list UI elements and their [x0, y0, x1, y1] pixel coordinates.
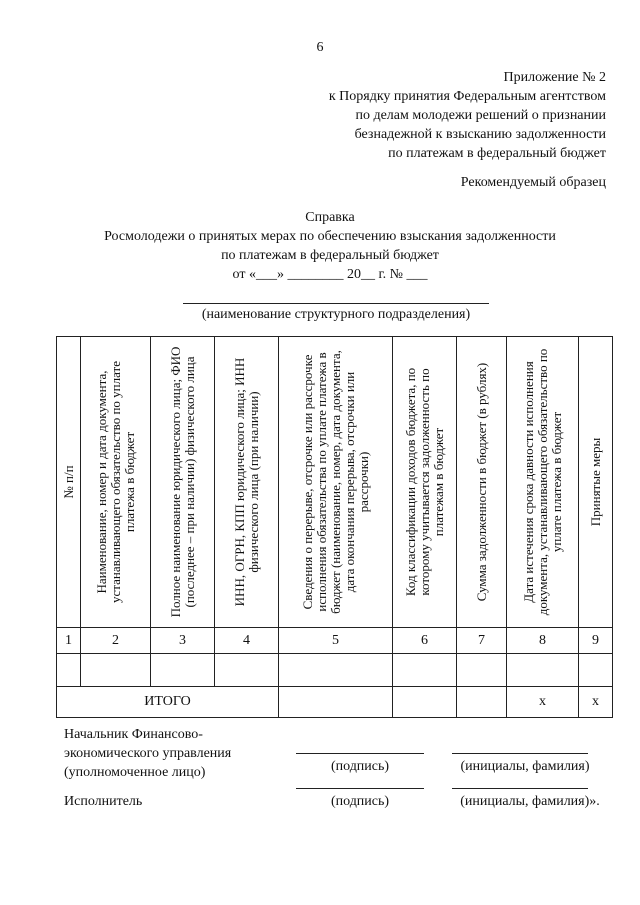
appendix-block — [306, 68, 606, 163]
column-number: 8 — [507, 628, 579, 654]
executor-signature-caption: (подпись) — [330, 794, 390, 809]
header-text: Код классификации доходов бюджета, по которому учитывается задолженность по платежам в бюджет — [402, 367, 446, 597]
report-title: Справка — [305, 210, 355, 225]
column-number: 7 — [457, 628, 507, 654]
header-cell — [393, 337, 457, 628]
table-empty-row — [57, 654, 613, 687]
table-cell — [457, 687, 507, 718]
report-subtitle: по платежам в федеральный бюджет — [221, 248, 439, 263]
header-cell — [151, 337, 215, 628]
total-col8: х — [507, 687, 579, 718]
executor-signature-line — [296, 788, 424, 789]
appendix-title: Приложение № 2 — [503, 70, 606, 85]
table-cell — [279, 687, 393, 718]
header-cell — [81, 337, 151, 628]
column-number: 4 — [215, 628, 279, 654]
table-cell — [457, 654, 507, 687]
table-cell — [81, 654, 151, 687]
initials-caption: (инициалы, фамилия) — [460, 759, 590, 774]
appendix-line: к Порядку принятия Федеральным агентством — [328, 89, 606, 104]
header-cell — [457, 337, 507, 628]
appendix-line: безнадежной к взысканию задолженности — [354, 127, 606, 142]
chief-line: (уполномоченное лицо) — [64, 765, 206, 780]
header-text: Сумма задолженности в бюджет (в рублях) — [473, 362, 489, 602]
table-cell — [579, 654, 613, 687]
table-cell — [507, 654, 579, 687]
report-subtitle: Росмолодежи о принятых мерах по обеспечению взыскания задолженности — [104, 229, 556, 244]
header-text: Сведения о перерыве, отсрочке или рассрочке исполнения обязательства по уплате платежа в бюджет (наименование, номер, дата документа, дата окончания перерыва, отсрочки или рассрочки) — [299, 350, 371, 614]
column-number: 1 — [57, 628, 81, 654]
table-cell — [393, 687, 457, 718]
appendix-line: по делам молодежи решений о признании — [355, 108, 606, 123]
table-total-row — [57, 687, 613, 718]
recommended-sample: Рекомендуемый образец — [460, 175, 606, 190]
header-cell — [507, 337, 579, 628]
header-text: № п/п — [60, 465, 76, 499]
total-col9: х — [579, 687, 613, 718]
table-cell — [215, 654, 279, 687]
executor-initials-caption: (инициалы, фамилия)». — [460, 794, 600, 809]
signature-caption: (подпись) — [330, 759, 390, 774]
header-cell — [579, 337, 613, 628]
chief-line: экономического управления — [64, 746, 232, 761]
table-cell — [279, 654, 393, 687]
unit-caption: (наименование структурного подразделения) — [201, 307, 471, 322]
table-cell — [393, 654, 457, 687]
chief-title — [64, 725, 231, 782]
header-text: ИНН, ОГРН, КПП юридического лица; ИНН физического лица (при наличии) — [231, 357, 261, 607]
total-label: ИТОГО — [57, 687, 279, 718]
header-text: Полное наименование юридического лица; ФИО (последнее – при наличии) физического лица — [167, 346, 197, 618]
column-number: 2 — [81, 628, 151, 654]
column-number: 6 — [393, 628, 457, 654]
table-header-row — [57, 337, 613, 628]
page-number: 6 — [316, 40, 324, 55]
header-cell — [215, 337, 279, 628]
executor-initials-line — [452, 788, 588, 789]
header-cell — [279, 337, 393, 628]
table-cell — [151, 654, 215, 687]
initials-line — [452, 753, 588, 754]
column-number: 5 — [279, 628, 393, 654]
header-text: Дата истечения срока давности исполнения документа, устанавливающего обязательство по уплате платежа в бюджет — [520, 348, 564, 616]
header-text: Наименование, номер и дата документа, устанавливающего обязательство по уплате платежа в бюджет — [93, 361, 137, 603]
executor-label: Исполнитель — [64, 794, 143, 809]
chief-line: Начальник Финансово- — [64, 727, 203, 742]
column-number: 9 — [579, 628, 613, 654]
report-table — [56, 336, 613, 718]
header-text: Принятые меры — [587, 437, 603, 527]
signature-line — [296, 753, 424, 754]
report-heading — [0, 208, 640, 284]
column-number: 3 — [151, 628, 215, 654]
appendix-line: по платежам в федеральный бюджет — [388, 146, 606, 161]
table-number-row — [57, 628, 613, 654]
unit-blank-line — [183, 303, 489, 304]
header-cell — [57, 337, 81, 628]
report-date-line: от «___» ________ 20__ г. № ___ — [232, 267, 428, 282]
table-cell — [57, 654, 81, 687]
